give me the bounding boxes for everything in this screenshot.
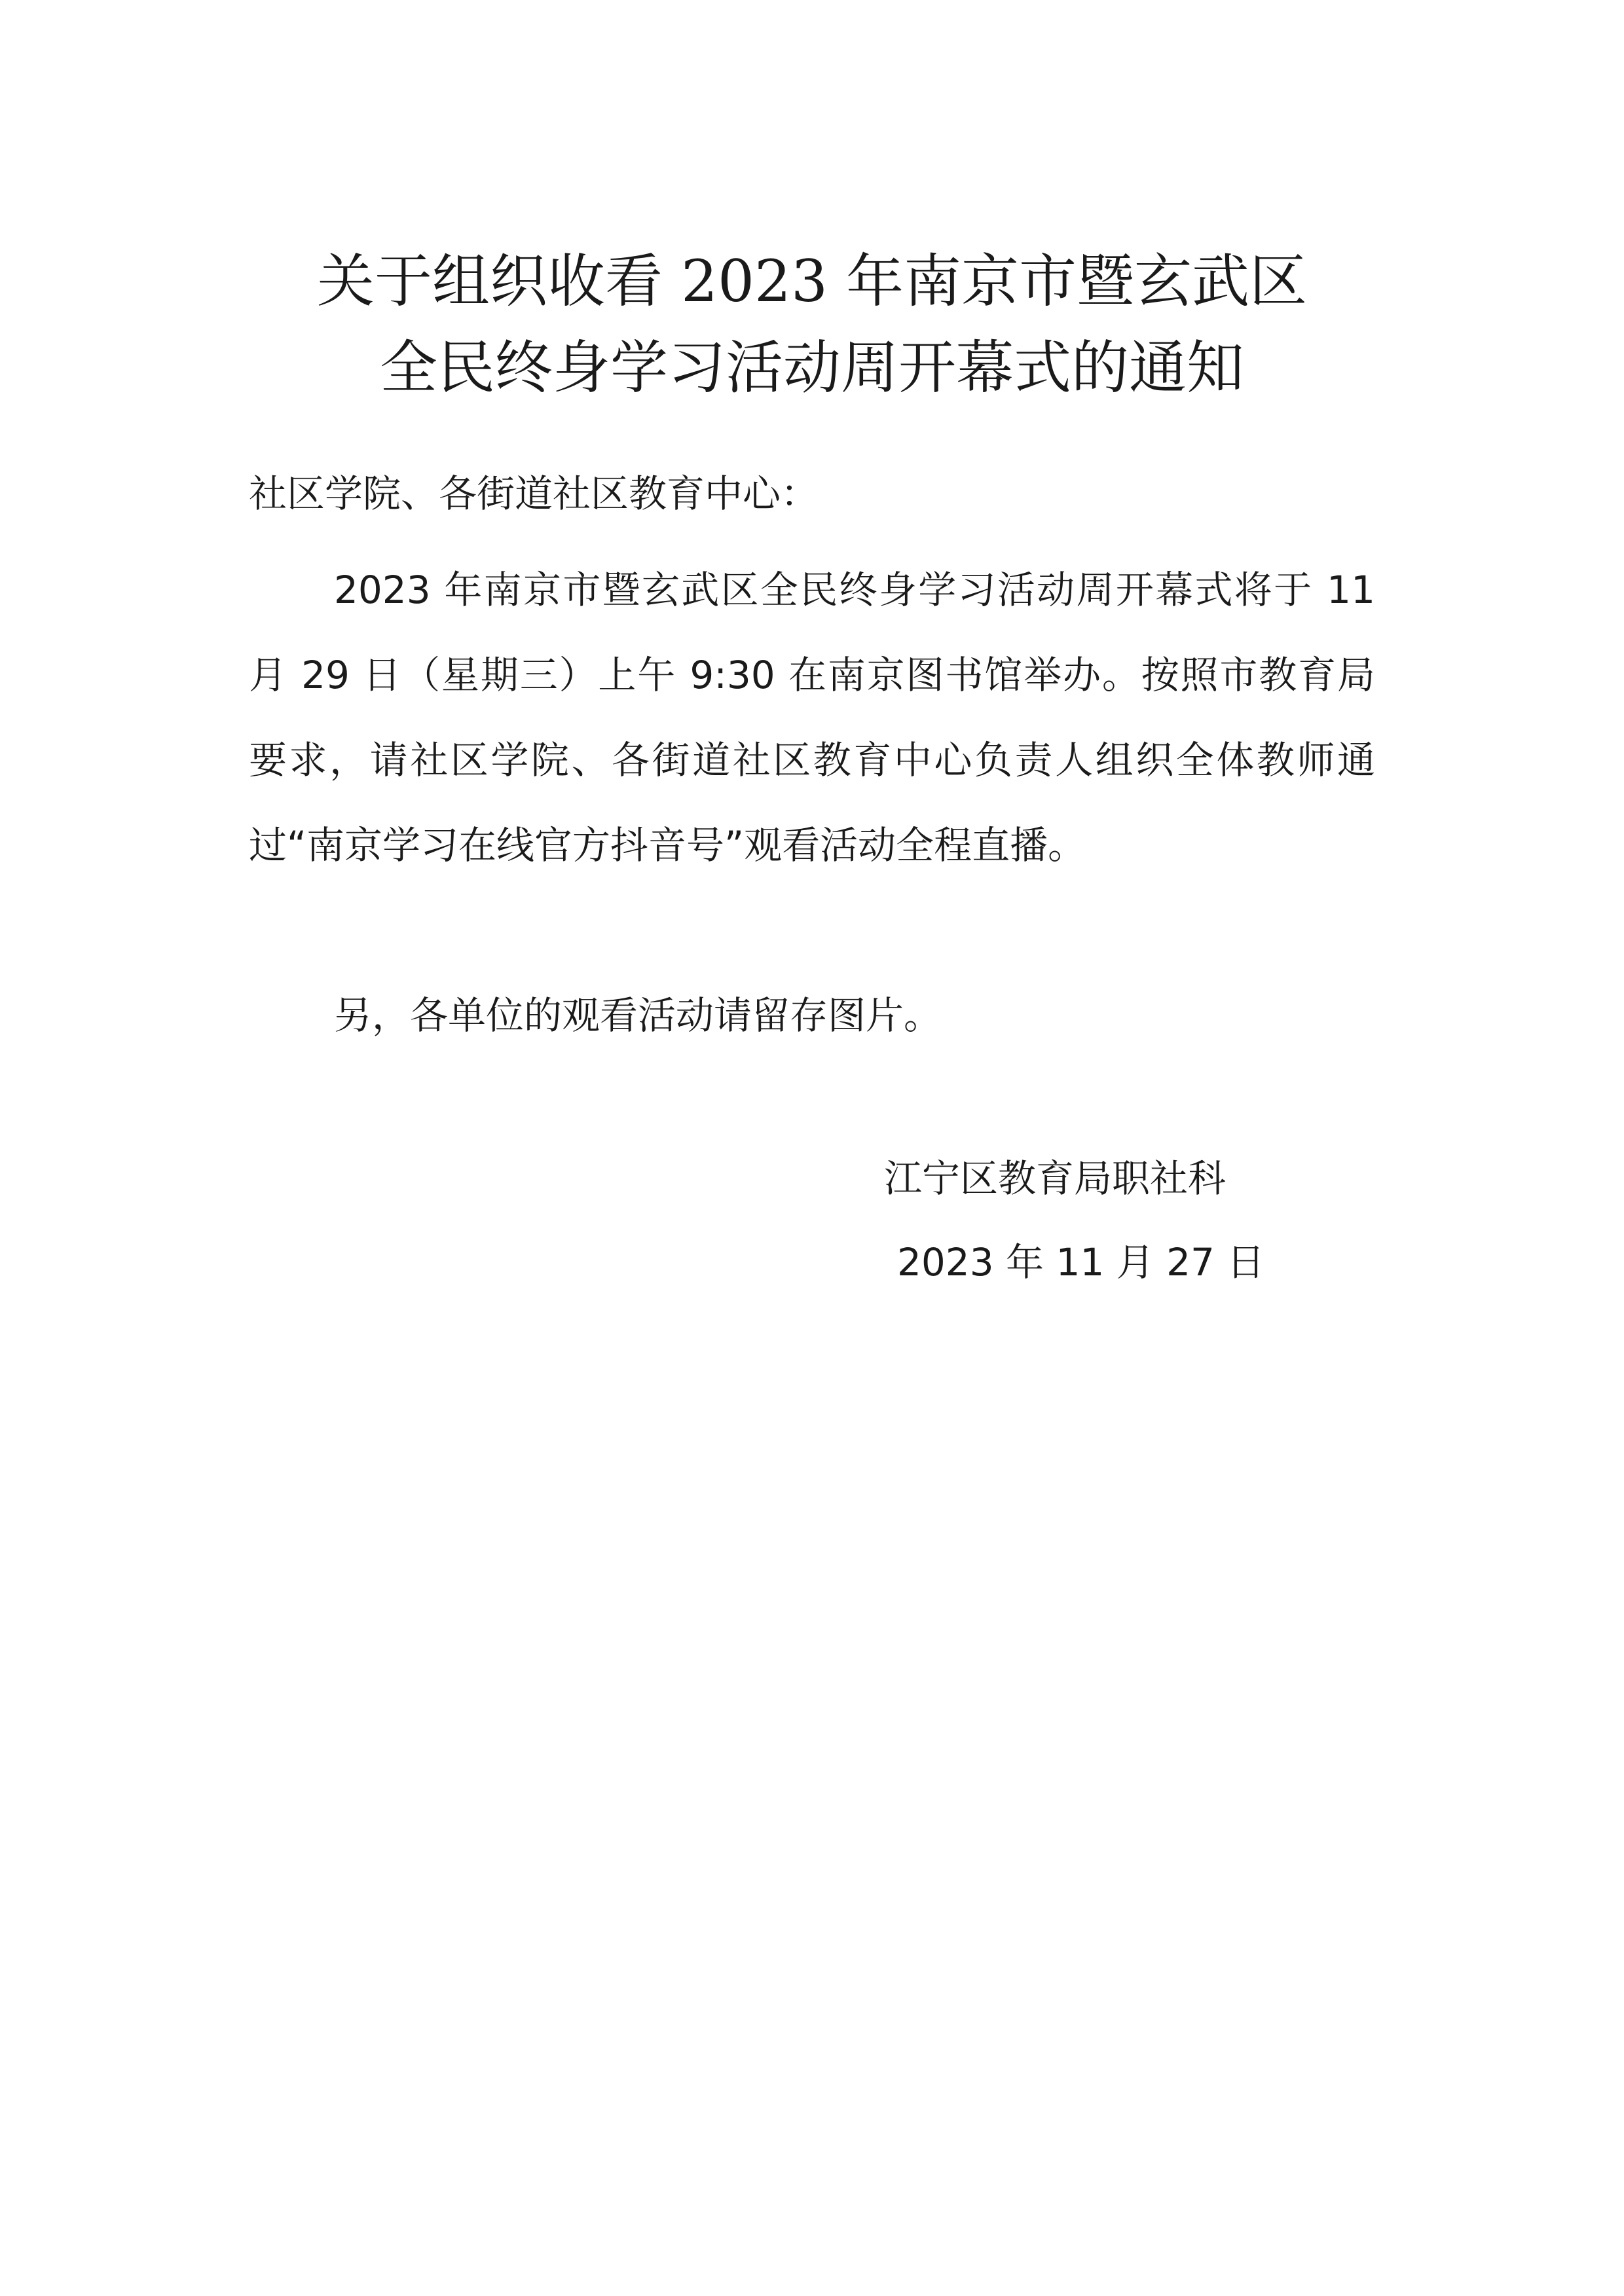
body-paragraph-1: 2023 年南京市暨玄武区全民终身学习活动周开幕式将于 11 月 29 日（星期三）上午 9:30 在南京图书馆举办。按照市教育局要求，请社区学院、各街道社区教育中心负责人组织全体教师通过“南京学习在线官方抖音号”观看活动全程直播。 — [249, 568, 1375, 867]
signature-organization: 江宁区教育局职社科 — [884, 1156, 1227, 1201]
document-title-line-2: 全民终身学习活动周开幕式的通知 — [379, 334, 1244, 401]
salutation: 社区学院、各街道社区教育中心： — [249, 471, 819, 516]
signature-date: 2023 年 11 月 27 日 — [897, 1240, 1265, 1285]
body-paragraph-2: 另，各单位的观看活动请留存图片。 — [334, 993, 942, 1038]
document-title-line-1: 关于组织收看 2023 年南京市暨玄武区 — [317, 247, 1307, 315]
